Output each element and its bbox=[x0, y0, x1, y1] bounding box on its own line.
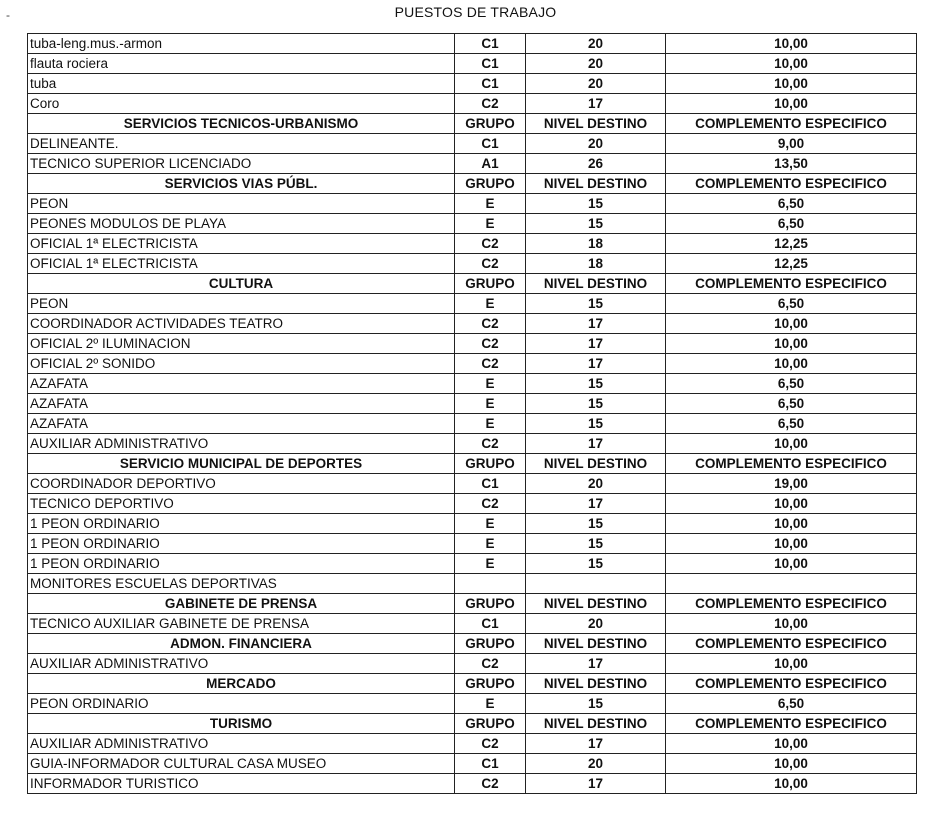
column-header-grupo: GRUPO bbox=[455, 114, 526, 134]
grupo-cell: C2 bbox=[455, 254, 526, 274]
table-row bbox=[28, 394, 917, 414]
table-row bbox=[28, 254, 917, 274]
nivel-destino-cell: 20 bbox=[526, 34, 666, 54]
nivel-destino-cell: 18 bbox=[526, 254, 666, 274]
complemento-especifico-cell: 6,50 bbox=[666, 214, 917, 234]
table-row bbox=[28, 374, 917, 394]
complemento-especifico-cell: 6,50 bbox=[666, 694, 917, 714]
nivel-destino-cell: 20 bbox=[526, 74, 666, 94]
column-header-grupo: GRUPO bbox=[455, 674, 526, 694]
position-name: OFICIAL 2º SONIDO bbox=[28, 354, 455, 374]
grupo-cell: E bbox=[455, 194, 526, 214]
column-header-nivel-destino: NIVEL DESTINO bbox=[526, 714, 666, 734]
section-header-row bbox=[28, 174, 917, 194]
table-row bbox=[28, 434, 917, 454]
nivel-destino-cell: 15 bbox=[526, 514, 666, 534]
position-name: PEON bbox=[28, 194, 455, 214]
complemento-especifico-cell: 10,00 bbox=[666, 554, 917, 574]
section-header-row bbox=[28, 454, 917, 474]
column-header-complemento-especifico: COMPLEMENTO ESPECIFICO bbox=[666, 274, 917, 294]
table-row bbox=[28, 414, 917, 434]
column-header-nivel-destino: NIVEL DESTINO bbox=[526, 674, 666, 694]
position-name: OFICIAL 2º ILUMINACION bbox=[28, 334, 455, 354]
complemento-especifico-cell: 10,00 bbox=[666, 334, 917, 354]
position-name: tuba bbox=[28, 74, 455, 94]
nivel-destino-cell: 17 bbox=[526, 94, 666, 114]
position-name: AZAFATA bbox=[28, 414, 455, 434]
page-title: PUESTOS DE TRABAJO bbox=[394, 4, 557, 20]
complemento-especifico-cell: 10,00 bbox=[666, 494, 917, 514]
position-name: OFICIAL 1ª ELECTRICISTA bbox=[28, 234, 455, 254]
complemento-especifico-cell: 10,00 bbox=[666, 34, 917, 54]
grupo-cell: C2 bbox=[455, 234, 526, 254]
section-title: TURISMO bbox=[28, 714, 455, 734]
section-title: SERVICIO MUNICIPAL DE DEPORTES bbox=[28, 454, 455, 474]
column-header-complemento-especifico: COMPLEMENTO ESPECIFICO bbox=[666, 174, 917, 194]
nivel-destino-cell: 20 bbox=[526, 54, 666, 74]
table-row bbox=[28, 74, 917, 94]
complemento-especifico-cell: 12,25 bbox=[666, 234, 917, 254]
column-header-grupo: GRUPO bbox=[455, 274, 526, 294]
complemento-especifico-cell: 10,00 bbox=[666, 774, 917, 794]
nivel-destino-cell bbox=[526, 574, 666, 594]
grupo-cell: E bbox=[455, 394, 526, 414]
table-row bbox=[28, 334, 917, 354]
grupo-cell: E bbox=[455, 534, 526, 554]
complemento-especifico-cell: 6,50 bbox=[666, 374, 917, 394]
nivel-destino-cell: 17 bbox=[526, 494, 666, 514]
position-name: TECNICO DEPORTIVO bbox=[28, 494, 455, 514]
nivel-destino-cell: 20 bbox=[526, 754, 666, 774]
table-row bbox=[28, 474, 917, 494]
position-name: AUXILIAR ADMINISTRATIVO bbox=[28, 434, 455, 454]
column-header-complemento-especifico: COMPLEMENTO ESPECIFICO bbox=[666, 594, 917, 614]
column-header-grupo: GRUPO bbox=[455, 714, 526, 734]
nivel-destino-cell: 15 bbox=[526, 194, 666, 214]
position-name: flauta rociera bbox=[28, 54, 455, 74]
nivel-destino-cell: 17 bbox=[526, 434, 666, 454]
table-row bbox=[28, 754, 917, 774]
grupo-cell: C2 bbox=[455, 354, 526, 374]
position-name: COORDINADOR ACTIVIDADES TEATRO bbox=[28, 314, 455, 334]
grupo-cell: C2 bbox=[455, 94, 526, 114]
nivel-destino-cell: 20 bbox=[526, 614, 666, 634]
table-row bbox=[28, 94, 917, 114]
nivel-destino-cell: 15 bbox=[526, 534, 666, 554]
grupo-cell: C1 bbox=[455, 74, 526, 94]
nivel-destino-cell: 15 bbox=[526, 694, 666, 714]
position-name: tuba-leng.mus.-armon bbox=[28, 34, 455, 54]
complemento-especifico-cell: 9,00 bbox=[666, 134, 917, 154]
position-name: AUXILIAR ADMINISTRATIVO bbox=[28, 734, 455, 754]
section-title: CULTURA bbox=[28, 274, 455, 294]
grupo-cell: C2 bbox=[455, 334, 526, 354]
complemento-especifico-cell bbox=[666, 574, 917, 594]
grupo-cell: E bbox=[455, 294, 526, 314]
position-name: TECNICO SUPERIOR LICENCIADO bbox=[28, 154, 455, 174]
nivel-destino-cell: 17 bbox=[526, 734, 666, 754]
table-row bbox=[28, 134, 917, 154]
table-row bbox=[28, 34, 917, 54]
grupo-cell: C1 bbox=[455, 474, 526, 494]
complemento-especifico-cell: 19,00 bbox=[666, 474, 917, 494]
position-name: 1 PEON ORDINARIO bbox=[28, 534, 455, 554]
column-header-complemento-especifico: COMPLEMENTO ESPECIFICO bbox=[666, 714, 917, 734]
complemento-especifico-cell: 10,00 bbox=[666, 534, 917, 554]
position-name: COORDINADOR DEPORTIVO bbox=[28, 474, 455, 494]
table-row bbox=[28, 494, 917, 514]
grupo-cell: C2 bbox=[455, 434, 526, 454]
position-name: GUIA-INFORMADOR CULTURAL CASA MUSEO bbox=[28, 754, 455, 774]
nivel-destino-cell: 15 bbox=[526, 554, 666, 574]
table-row bbox=[28, 234, 917, 254]
grupo-cell: C2 bbox=[455, 734, 526, 754]
nivel-destino-cell: 17 bbox=[526, 654, 666, 674]
section-title: MERCADO bbox=[28, 674, 455, 694]
complemento-especifico-cell: 6,50 bbox=[666, 194, 917, 214]
table-row bbox=[28, 654, 917, 674]
corner-mark: - bbox=[6, 8, 10, 22]
table-row bbox=[28, 194, 917, 214]
grupo-cell: E bbox=[455, 414, 526, 434]
column-header-nivel-destino: NIVEL DESTINO bbox=[526, 174, 666, 194]
section-header-row bbox=[28, 274, 917, 294]
nivel-destino-cell: 15 bbox=[526, 394, 666, 414]
grupo-cell: C1 bbox=[455, 614, 526, 634]
grupo-cell: A1 bbox=[455, 154, 526, 174]
column-header-grupo: GRUPO bbox=[455, 174, 526, 194]
table-row bbox=[28, 774, 917, 794]
table-row bbox=[28, 734, 917, 754]
position-name: AZAFATA bbox=[28, 374, 455, 394]
complemento-especifico-cell: 10,00 bbox=[666, 354, 917, 374]
column-header-complemento-especifico: COMPLEMENTO ESPECIFICO bbox=[666, 114, 917, 134]
grupo-cell: C1 bbox=[455, 134, 526, 154]
section-header-row bbox=[28, 594, 917, 614]
nivel-destino-cell: 17 bbox=[526, 334, 666, 354]
position-name: 1 PEON ORDINARIO bbox=[28, 514, 455, 534]
positions-table bbox=[27, 33, 917, 794]
nivel-destino-cell: 18 bbox=[526, 234, 666, 254]
positions-table-body bbox=[28, 34, 917, 794]
complemento-especifico-cell: 10,00 bbox=[666, 74, 917, 94]
complemento-especifico-cell: 13,50 bbox=[666, 154, 917, 174]
table-row bbox=[28, 514, 917, 534]
section-title: GABINETE DE PRENSA bbox=[28, 594, 455, 614]
nivel-destino-cell: 15 bbox=[526, 374, 666, 394]
complemento-especifico-cell: 10,00 bbox=[666, 754, 917, 774]
complemento-especifico-cell: 10,00 bbox=[666, 94, 917, 114]
position-name: OFICIAL 1ª ELECTRICISTA bbox=[28, 254, 455, 274]
grupo-cell: C1 bbox=[455, 754, 526, 774]
column-header-grupo: GRUPO bbox=[455, 454, 526, 474]
grupo-cell: C2 bbox=[455, 314, 526, 334]
nivel-destino-cell: 17 bbox=[526, 314, 666, 334]
position-name: MONITORES ESCUELAS DEPORTIVAS bbox=[28, 574, 455, 594]
table-row bbox=[28, 534, 917, 554]
section-header-row bbox=[28, 674, 917, 694]
complemento-especifico-cell: 6,50 bbox=[666, 414, 917, 434]
position-name: 1 PEON ORDINARIO bbox=[28, 554, 455, 574]
nivel-destino-cell: 17 bbox=[526, 774, 666, 794]
complemento-especifico-cell: 10,00 bbox=[666, 514, 917, 534]
nivel-destino-cell: 15 bbox=[526, 294, 666, 314]
grupo-cell: E bbox=[455, 374, 526, 394]
complemento-especifico-cell: 10,00 bbox=[666, 434, 917, 454]
complemento-especifico-cell: 10,00 bbox=[666, 54, 917, 74]
column-header-complemento-especifico: COMPLEMENTO ESPECIFICO bbox=[666, 454, 917, 474]
complemento-especifico-cell: 12,25 bbox=[666, 254, 917, 274]
position-name: AZAFATA bbox=[28, 394, 455, 414]
position-name: INFORMADOR TURISTICO bbox=[28, 774, 455, 794]
grupo-cell: E bbox=[455, 514, 526, 534]
table-row bbox=[28, 354, 917, 374]
column-header-nivel-destino: NIVEL DESTINO bbox=[526, 274, 666, 294]
position-name: PEON ORDINARIO bbox=[28, 694, 455, 714]
table-row bbox=[28, 294, 917, 314]
table-row bbox=[28, 154, 917, 174]
section-header-row bbox=[28, 114, 917, 134]
section-header-row bbox=[28, 634, 917, 654]
column-header-nivel-destino: NIVEL DESTINO bbox=[526, 114, 666, 134]
column-header-grupo: GRUPO bbox=[455, 594, 526, 614]
column-header-complemento-especifico: COMPLEMENTO ESPECIFICO bbox=[666, 674, 917, 694]
position-name: PEONES MODULOS DE PLAYA bbox=[28, 214, 455, 234]
position-name: Coro bbox=[28, 94, 455, 114]
nivel-destino-cell: 17 bbox=[526, 354, 666, 374]
position-name: PEON bbox=[28, 294, 455, 314]
nivel-destino-cell: 15 bbox=[526, 414, 666, 434]
column-header-nivel-destino: NIVEL DESTINO bbox=[526, 634, 666, 654]
nivel-destino-cell: 26 bbox=[526, 154, 666, 174]
table-row bbox=[28, 694, 917, 714]
nivel-destino-cell: 20 bbox=[526, 134, 666, 154]
complemento-especifico-cell: 10,00 bbox=[666, 614, 917, 634]
complemento-especifico-cell: 6,50 bbox=[666, 294, 917, 314]
table-row bbox=[28, 54, 917, 74]
grupo-cell: E bbox=[455, 694, 526, 714]
nivel-destino-cell: 20 bbox=[526, 474, 666, 494]
grupo-cell: C1 bbox=[455, 34, 526, 54]
column-header-complemento-especifico: COMPLEMENTO ESPECIFICO bbox=[666, 634, 917, 654]
grupo-cell: C1 bbox=[455, 54, 526, 74]
grupo-cell: C2 bbox=[455, 654, 526, 674]
position-name: AUXILIAR ADMINISTRATIVO bbox=[28, 654, 455, 674]
column-header-grupo: GRUPO bbox=[455, 634, 526, 654]
section-header-row bbox=[28, 714, 917, 734]
table-row bbox=[28, 614, 917, 634]
grupo-cell: C2 bbox=[455, 494, 526, 514]
table-row bbox=[28, 214, 917, 234]
complemento-especifico-cell: 6,50 bbox=[666, 394, 917, 414]
column-header-nivel-destino: NIVEL DESTINO bbox=[526, 454, 666, 474]
grupo-cell bbox=[455, 574, 526, 594]
section-title: ADMON. FINANCIERA bbox=[28, 634, 455, 654]
complemento-especifico-cell: 10,00 bbox=[666, 734, 917, 754]
grupo-cell: E bbox=[455, 214, 526, 234]
table-row bbox=[28, 314, 917, 334]
nivel-destino-cell: 15 bbox=[526, 214, 666, 234]
section-title: SERVICIOS TECNICOS-URBANISMO bbox=[28, 114, 455, 134]
position-name: DELINEANTE. bbox=[28, 134, 455, 154]
grupo-cell: E bbox=[455, 554, 526, 574]
table-row bbox=[28, 574, 917, 594]
position-name: TECNICO AUXILIAR GABINETE DE PRENSA bbox=[28, 614, 455, 634]
grupo-cell: C2 bbox=[455, 774, 526, 794]
section-title: SERVICIOS VIAS PÚBL. bbox=[28, 174, 455, 194]
complemento-especifico-cell: 10,00 bbox=[666, 314, 917, 334]
complemento-especifico-cell: 10,00 bbox=[666, 654, 917, 674]
column-header-nivel-destino: NIVEL DESTINO bbox=[526, 594, 666, 614]
table-row bbox=[28, 554, 917, 574]
